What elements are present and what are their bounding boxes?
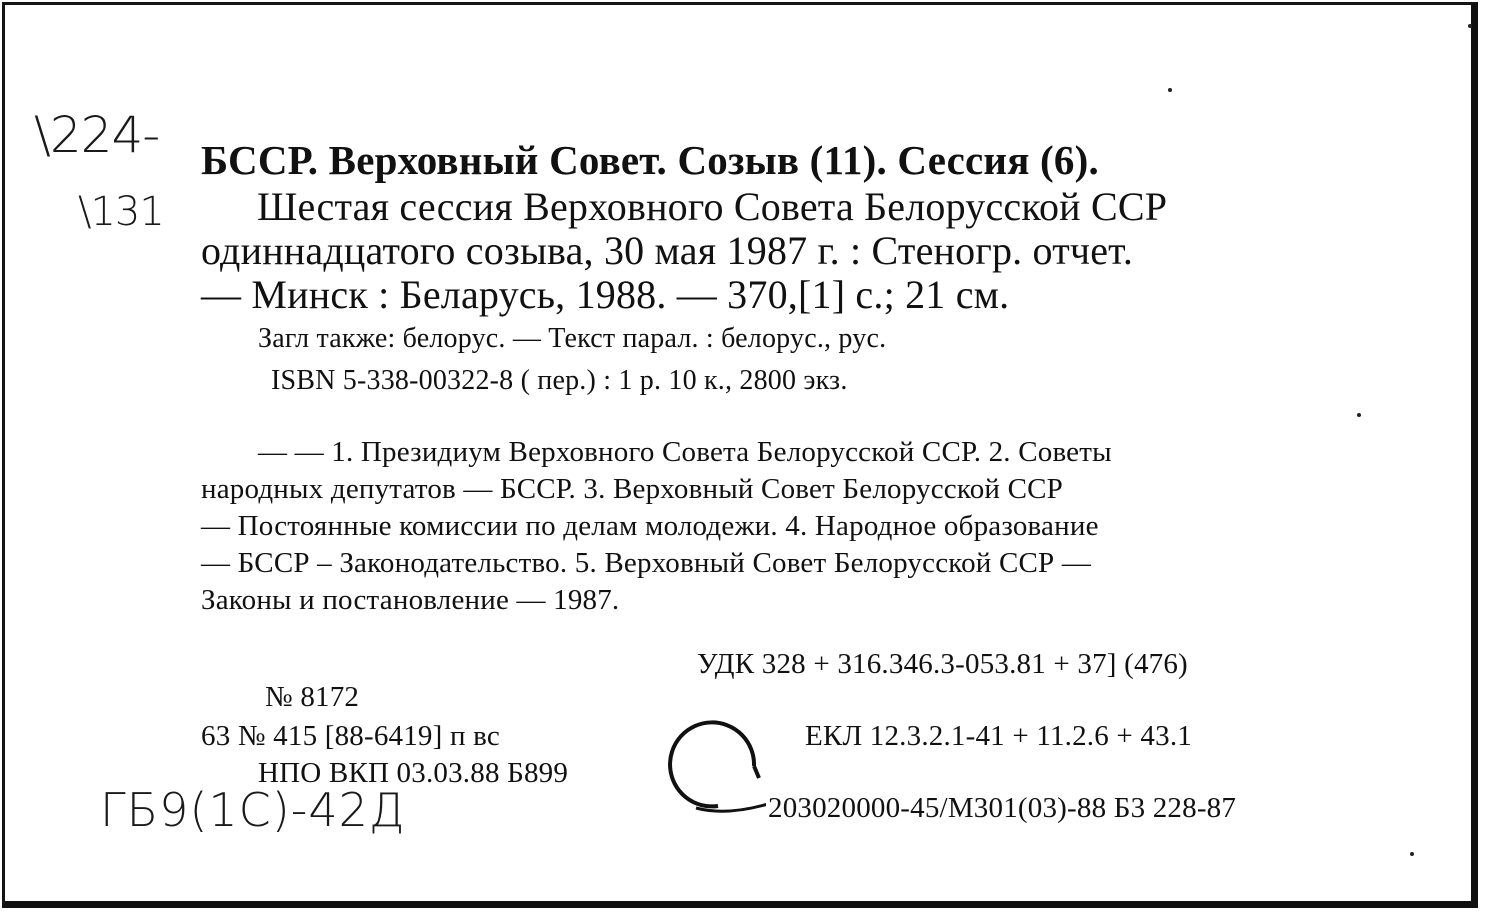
entry-heading: БССР. Верховный Совет. Созыв (11). Сессия (6). — [201, 137, 1099, 183]
subject-line-1: — — 1. Президиум Верховного Совета Белорусской ССР. 2. Советы — [258, 436, 1112, 468]
subject-line-2: народных депутатов — БССР. 3. Верховный Совет Белорусской ССР — [201, 473, 1063, 505]
note-line-1: Загл также: белорус. — Текст парал. : белорус., рус. — [258, 323, 887, 354]
udk-code: УДК 328 + 316.346.3-053.81 + 37] (476) — [697, 648, 1188, 680]
handwritten-shelf-mark-2: \131 — [78, 189, 164, 235]
subject-line-5: Законы и постановление — 1987. — [201, 584, 620, 616]
title-line-1: Шестая сессия Верховного Совета Белорусской ССР — [257, 184, 1168, 229]
card-number: № 8172 — [265, 681, 360, 713]
title-line-2: одиннадцатого созыва, 30 мая 1987 г. : Стеногр. отчет. — [201, 228, 1134, 273]
handwritten-shelf-mark-1: \224- — [34, 106, 160, 164]
npo-line: НПО ВКП 03.03.88 Б899 — [258, 757, 569, 789]
subject-line-3: — Постоянные комиссии по делам молодежи. 4. Народное образование — [201, 510, 1099, 542]
speck — [1468, 24, 1472, 28]
title-line-3: — Минск : Беларусь, 1988. — 370,[1] с.; 21 см. — [201, 272, 1010, 317]
speck — [1168, 88, 1172, 92]
speck — [1410, 852, 1414, 856]
ekl-code: ЕКЛ 12.3.2.1-41 + 11.2.6 + 43.1 — [805, 720, 1192, 752]
order-line: 63 № 415 [88-6419] п вс — [201, 720, 500, 752]
handwritten-inventory-mark: ГБ9(1С)-42Д — [100, 783, 406, 837]
isbn-line: ISBN 5-338-00322-8 ( пер.) : 1 р. 10 к., 2800 экз. — [271, 365, 848, 396]
subject-line-4: — БССР – Законодательство. 5. Верховный Совет Белорусской ССР — — [201, 547, 1092, 579]
speck — [1357, 413, 1361, 417]
circle-stamp — [656, 708, 766, 818]
catalog-code: 203020000-45/М301(03)-88 Б3 228-87 — [768, 792, 1237, 824]
